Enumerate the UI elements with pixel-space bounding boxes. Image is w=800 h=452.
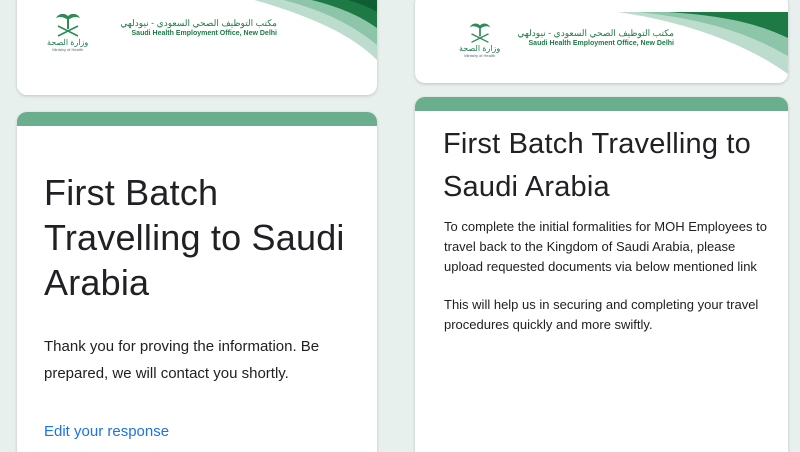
form-description: To complete the initial formalities for MOH Employees to travel back to the Kingdom of Saudi Arabia, please upload requested documents via below mentioned link	[444, 219, 767, 274]
logo-english-text: Ministry of Health	[52, 47, 84, 52]
office-name-arabic: مكتب التوظيف الصحي السعودي - نيودلهي	[120, 18, 277, 28]
confirmation-message: Thank you for proving the information. Be prepared, we will contact you shortly.	[44, 338, 320, 382]
confirmation-card	[17, 112, 377, 452]
office-name-arabic: مكتب التوظيف الصحي السعودي - نيودلهي	[517, 28, 674, 38]
header-banner-left	[17, 0, 377, 95]
form-description-secondary: This will help us in securing and completing your travel procedures quickly and more swiftly.	[444, 297, 759, 332]
logo-arabic-text: وزارة الصحة	[459, 44, 501, 53]
palm-swords-icon	[54, 12, 82, 38]
edit-response-link[interactable]: Edit your response	[44, 423, 170, 440]
logo-english-text: Ministry of Health	[464, 53, 496, 58]
form-intro-card	[415, 97, 788, 452]
moh-logo	[459, 22, 500, 59]
palm-swords-icon	[467, 22, 493, 44]
form-title: First Batch Travelling to Saudi Arabia	[443, 128, 751, 203]
moh-logo	[47, 12, 88, 53]
header-banner-right	[415, 0, 788, 83]
logo-arabic-text: وزارة الصحة	[47, 38, 89, 47]
office-name-english: Saudi Health Employment Office, New Delhi	[131, 30, 277, 37]
green-swoosh-decoration	[217, 0, 377, 95]
green-swoosh-decoration	[618, 0, 788, 83]
form-title: First Batch Travelling to Saudi Arabia	[44, 172, 345, 303]
office-name-english: Saudi Health Employment Office, New Delhi	[528, 40, 674, 47]
